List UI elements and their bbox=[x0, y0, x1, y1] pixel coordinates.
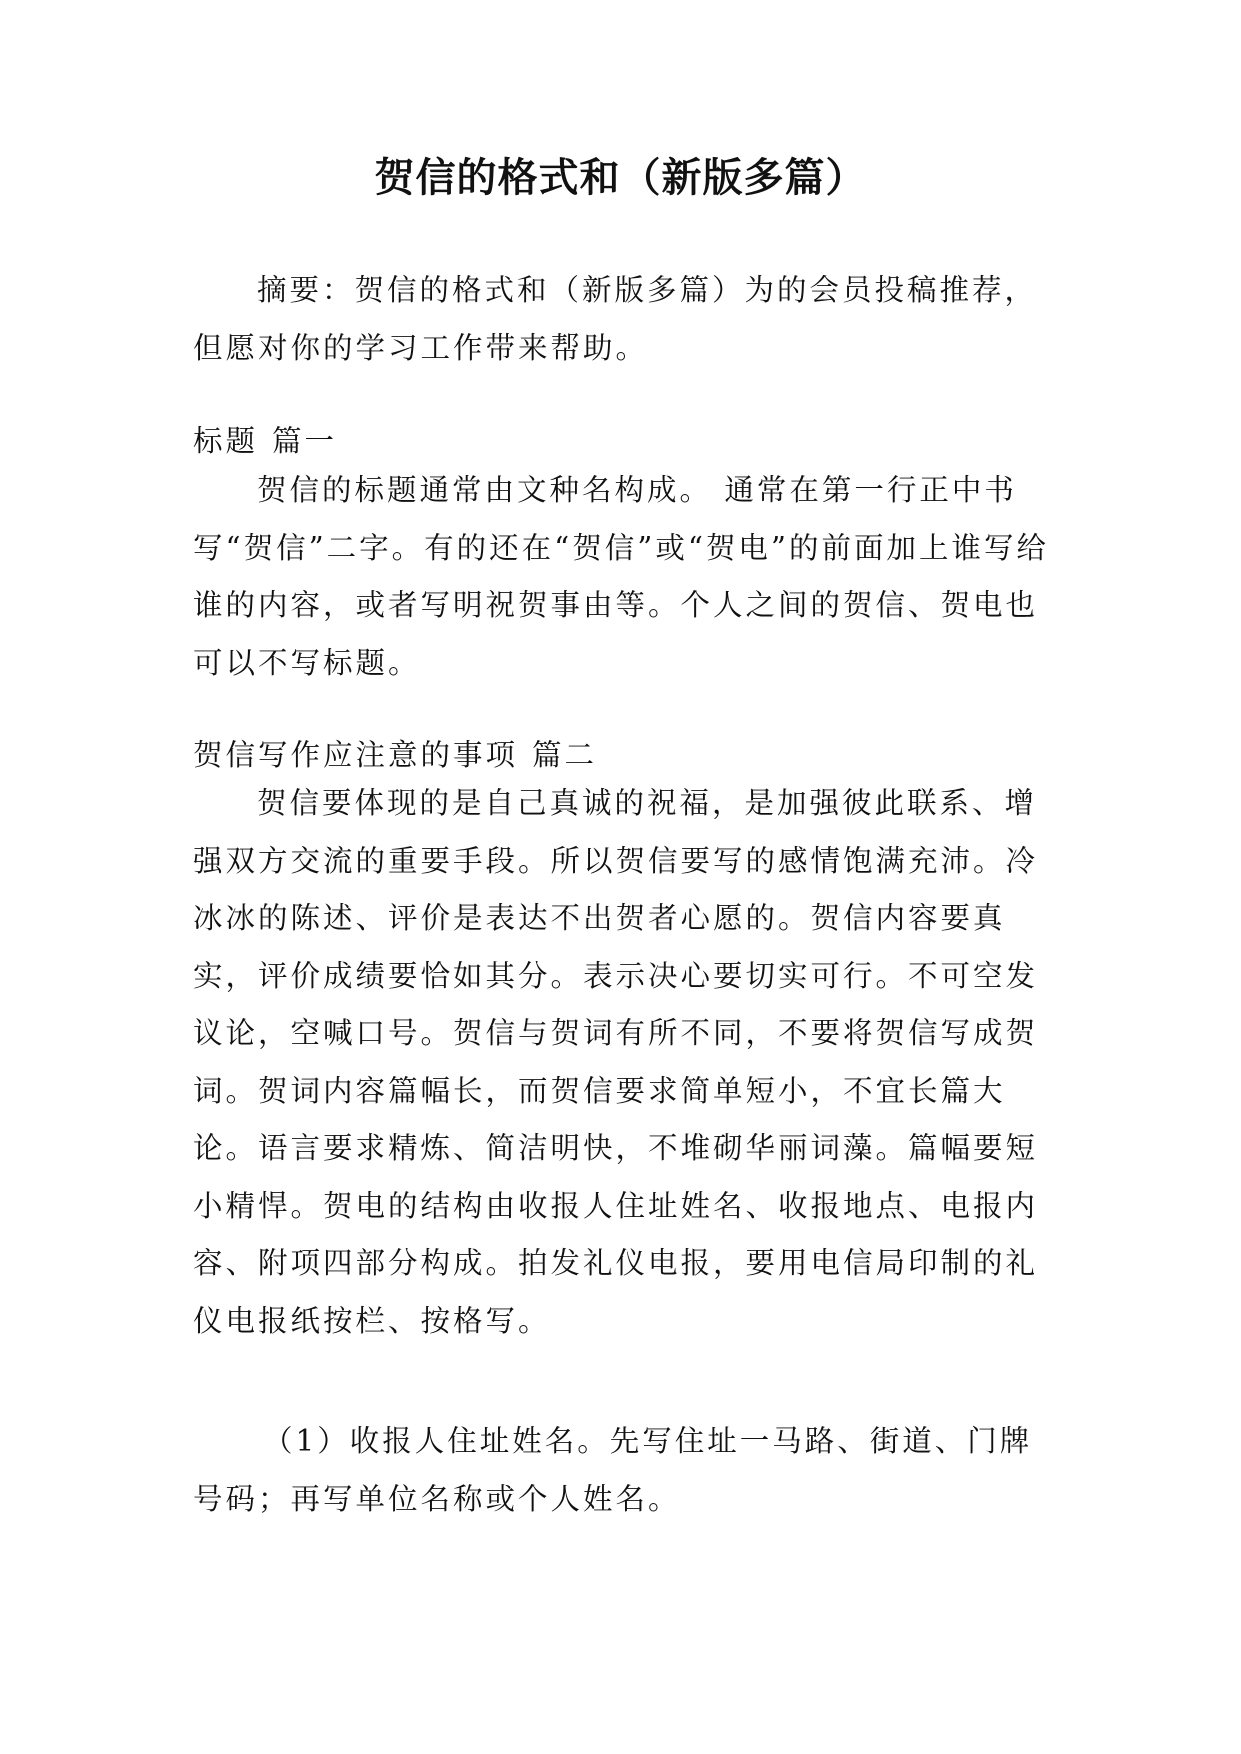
section2-heading-text: 贺信写作应注意的事项 bbox=[193, 738, 519, 772]
section1-heading bbox=[193, 421, 337, 461]
document-title: 贺信的格式和（新版多篇） bbox=[374, 154, 867, 201]
abstract-paragraph: 摘要：贺信的格式和（新版多篇）为的会员投稿推荐，但愿对你的学习工作带来帮助。 bbox=[193, 273, 1038, 365]
section2-paragraph: 贺信要体现的是自己真诚的祝福，是加强彼此联系、增强双方交流的重要手段。所以贺信要写的感情饱满充沛。冷冰冰的陈述、评价是表达不出贺者心愿的。贺信内容要真实，评价成绩要恰如其分。表示决心要切实可行。不可空发议论，空喊口号。贺信与贺词有所不同，不要将贺信写成贺词。贺词内容篇幅长，而贺信要求简单短小，不宜长篇大论。语言要求精炼、简洁明快，不堆砌华丽词藻。篇幅要短小精悍。贺电的结构由收报人住址姓名、收报地点、电报内容、附项四部分构成。拍发礼仪电报，要用电信局印制的礼仪电报纸按栏、按格写。 bbox=[193, 786, 1039, 1338]
section2-heading bbox=[193, 735, 597, 775]
section1-heading-suffix: 篇一 bbox=[272, 424, 338, 458]
section1-heading-text: 标题 bbox=[193, 424, 259, 458]
section2-item1: （1）收报人住址姓名。先写住址一马路、街道、门牌号码；再写单位名称或个人姓名。 bbox=[193, 1424, 1033, 1516]
section2-heading-suffix: 篇二 bbox=[532, 738, 598, 772]
section1-paragraph: 贺信的标题通常由文种名构成。 通常在第一行正中书写“贺信”二字。有的还在“贺信”或“贺电”的前面加上谁写给谁的内容，或者写明祝贺事由等。个人之间的贺信、贺电也可以不写标题。 bbox=[193, 473, 1049, 680]
